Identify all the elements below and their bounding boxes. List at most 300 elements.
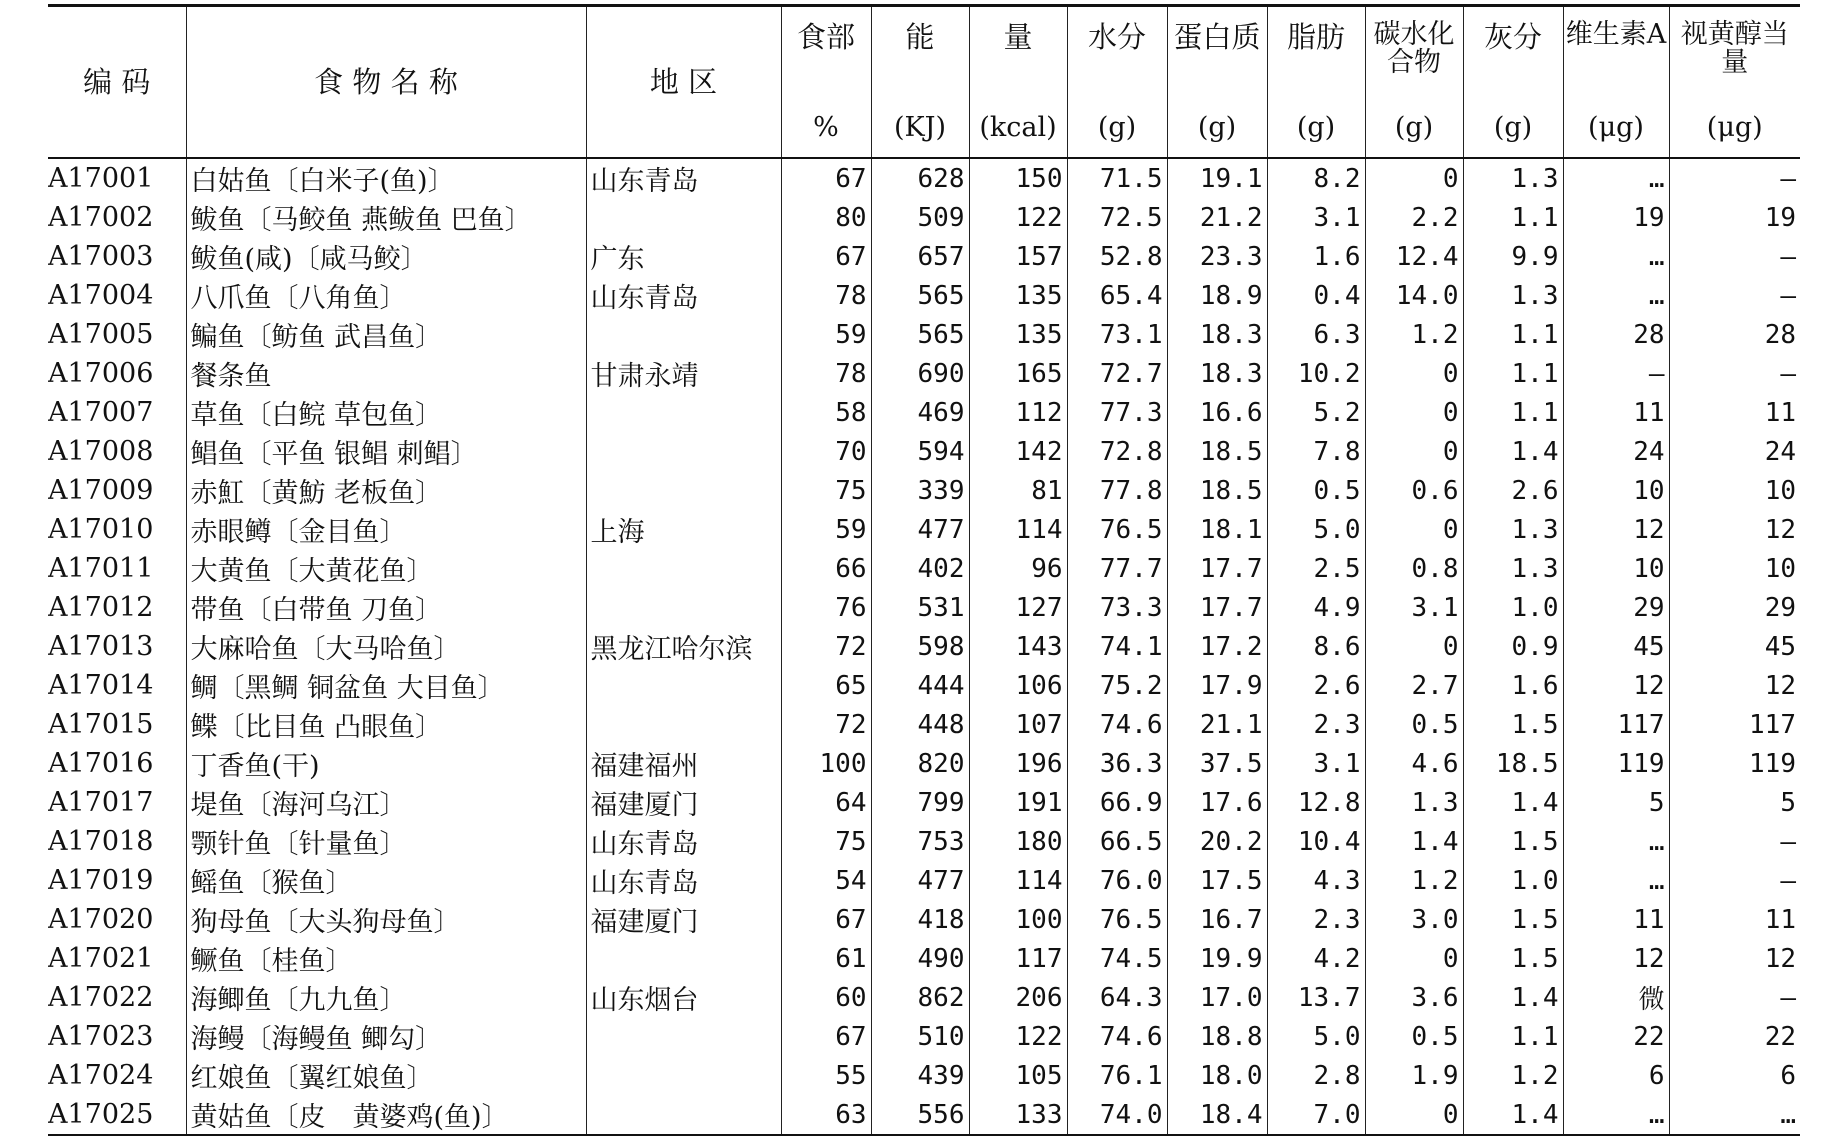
cell-protein: 19.9 [1167,939,1267,978]
cell-name: 餐条鱼 [186,354,586,393]
cell-energy-kcal: 96 [969,549,1067,588]
cell-code: A17020 [48,904,154,935]
cell-edible: 100 [781,744,871,783]
cell-region: 山东青岛 [586,158,781,198]
cell-region: 山东青岛 [586,276,781,315]
cell-fat: 12.8 [1267,783,1365,822]
table-body [48,158,1800,1135]
cell-code: A17008 [48,436,154,467]
cell-region [586,198,781,237]
table-row [48,627,1800,666]
cell-edible: 60 [781,978,871,1017]
cell-water: 52.8 [1067,237,1167,276]
cell-fat: 8.6 [1267,627,1365,666]
cell-fat: 3.1 [1267,744,1365,783]
cell-name: 白姑鱼〔白米子(鱼)〕 [186,158,586,198]
cell-energy-kj: 418 [871,900,969,939]
table-row [48,315,1800,354]
cell-energy-kj: 469 [871,393,969,432]
cell-energy-kj: 598 [871,627,969,666]
table-row [48,471,1800,510]
cell-ash: 9.9 [1463,237,1563,276]
cell-name: 黄姑鱼〔皮 黄婆鸡(鱼)〕 [186,1095,586,1135]
cell-region: 广东 [586,237,781,276]
table-row [48,198,1800,237]
cell-vitamin-a: 11 [1563,900,1669,939]
cell-water: 76.5 [1067,900,1167,939]
cell-carb: 0 [1365,939,1463,978]
cell-energy-kcal: 100 [969,900,1067,939]
cell-ash: 2.6 [1463,471,1563,510]
cell-name: 海鳗〔海鳗鱼 鲫勾〕 [186,1017,586,1056]
cell-water: 73.1 [1067,315,1167,354]
cell-fat: 5.2 [1267,393,1365,432]
cell-edible: 64 [781,783,871,822]
cell-energy-kcal: 122 [969,1017,1067,1056]
cell-name: 鲅鱼(咸)〔咸马鲛〕 [186,237,586,276]
table-row [48,393,1800,432]
cell-fat: 7.8 [1267,432,1365,471]
cell-name: 大麻哈鱼〔大马哈鱼〕 [186,627,586,666]
cell-energy-kcal: 157 [969,237,1067,276]
cell-ash: 1.0 [1463,588,1563,627]
cell-code: A17016 [48,748,154,779]
cell-code: A17019 [48,865,154,896]
cell-vitamin-a: 微 [1563,978,1669,1017]
cell-fat: 7.0 [1267,1095,1365,1135]
cell-retinol: 28 [1764,319,1796,350]
cell-code: A17010 [48,514,154,545]
cell-vitamin-a: 22 [1563,1017,1669,1056]
cell-region: 福建福州 [586,744,781,783]
cell-fat: 8.2 [1267,158,1365,198]
header-region: 地 区 [586,6,781,159]
cell-code: A17011 [48,553,154,584]
cell-code: A17001 [48,163,154,194]
header-vitamin-a: 维生素A (μg) [1563,6,1669,159]
cell-edible: 75 [781,822,871,861]
cell-protein: 21.1 [1167,705,1267,744]
cell-ash: 1.5 [1463,939,1563,978]
cell-carb: 14.0 [1365,276,1463,315]
cell-energy-kcal: 133 [969,1095,1067,1135]
cell-energy-kcal: 150 [969,158,1067,198]
cell-water: 76.0 [1067,861,1167,900]
cell-energy-kj: 799 [871,783,969,822]
cell-energy-kcal: 122 [969,198,1067,237]
table-row [48,354,1800,393]
cell-vitamin-a: … [1563,276,1669,315]
cell-ash: 1.4 [1463,432,1563,471]
cell-ash: 1.4 [1463,1095,1563,1135]
cell-region: 甘肃永靖 [586,354,781,393]
cell-region [586,393,781,432]
table-row [48,744,1800,783]
cell-vitamin-a: — [1563,354,1669,393]
cell-protein: 18.1 [1167,510,1267,549]
cell-energy-kj: 477 [871,510,969,549]
cell-energy-kj: 820 [871,744,969,783]
cell-vitamin-a: 5 [1563,783,1669,822]
cell-region [586,1095,781,1135]
cell-region [586,588,781,627]
cell-carb: 0 [1365,393,1463,432]
cell-code: A17024 [48,1060,154,1091]
cell-retinol: 12 [1764,670,1796,701]
cell-name: 鲷〔黑鲷 铜盆鱼 大目鱼〕 [186,666,586,705]
cell-edible: 78 [781,354,871,393]
cell-code: A17009 [48,475,154,506]
cell-protein: 18.5 [1167,471,1267,510]
cell-vitamin-a: 6 [1563,1056,1669,1095]
cell-vitamin-a: 10 [1563,471,1669,510]
table-row [48,978,1800,1017]
cell-retinol: 10 [1764,475,1796,506]
cell-region [586,471,781,510]
cell-name: 鳜鱼〔桂鱼〕 [186,939,586,978]
cell-carb: 12.4 [1365,237,1463,276]
cell-name: 草鱼〔白鲩 草包鱼〕 [186,393,586,432]
cell-fat: 2.5 [1267,549,1365,588]
header-carb: 碳水化合物 (g) [1365,6,1463,159]
cell-vitamin-a: 45 [1563,627,1669,666]
header-retinol: 视黄醇当 量 (μg) [1680,19,1789,143]
cell-energy-kj: 657 [871,237,969,276]
cell-protein: 18.5 [1167,432,1267,471]
cell-fat: 0.5 [1267,471,1365,510]
cell-protein: 20.2 [1167,822,1267,861]
cell-energy-kcal: 191 [969,783,1067,822]
header-ash: 灰分 (g) [1463,6,1563,159]
cell-carb: 3.6 [1365,978,1463,1017]
cell-carb: 1.3 [1365,783,1463,822]
cell-vitamin-a: … [1563,822,1669,861]
cell-edible: 72 [781,627,871,666]
cell-carb: 0 [1365,432,1463,471]
cell-region [586,315,781,354]
cell-vitamin-a: 28 [1563,315,1669,354]
cell-name: 赤魟〔黄魴 老板鱼〕 [186,471,586,510]
cell-energy-kj: 565 [871,276,969,315]
cell-protein: 17.0 [1167,978,1267,1017]
cell-protein: 17.7 [1167,588,1267,627]
cell-retinol: — [1780,358,1796,389]
cell-edible: 54 [781,861,871,900]
cell-energy-kj: 402 [871,549,969,588]
cell-energy-kcal: 112 [969,393,1067,432]
cell-retinol: 19 [1764,202,1796,233]
cell-retinol: 11 [1764,904,1796,935]
cell-energy-kj: 594 [871,432,969,471]
cell-retinol: — [1780,280,1796,311]
table-row [48,276,1800,315]
cell-code: A17025 [48,1099,154,1130]
cell-energy-kj: 628 [871,158,969,198]
cell-energy-kj: 439 [871,1056,969,1095]
cell-region [586,939,781,978]
cell-ash: 1.1 [1463,354,1563,393]
cell-carb: 4.6 [1365,744,1463,783]
cell-carb: 0.6 [1365,471,1463,510]
cell-region: 山东青岛 [586,822,781,861]
cell-energy-kcal: 206 [969,978,1067,1017]
cell-retinol: 12 [1764,943,1796,974]
cell-vitamin-a: 19 [1563,198,1669,237]
cell-region: 山东青岛 [586,861,781,900]
cell-protein: 18.4 [1167,1095,1267,1135]
cell-region [586,1017,781,1056]
cell-carb: 0 [1365,1095,1463,1135]
cell-protein: 17.7 [1167,549,1267,588]
cell-carb: 3.1 [1365,588,1463,627]
cell-vitamin-a: 119 [1563,744,1669,783]
cell-fat: 10.4 [1267,822,1365,861]
table-row [48,237,1800,276]
cell-vitamin-a: 10 [1563,549,1669,588]
cell-carb: 0 [1365,158,1463,198]
table-header [48,6,1800,159]
cell-name: 鲽〔比目鱼 凸眼鱼〕 [186,705,586,744]
cell-code: A17007 [48,397,154,428]
cell-protein: 18.8 [1167,1017,1267,1056]
header-edible: 食部 % [781,6,871,159]
cell-energy-kcal: 142 [969,432,1067,471]
cell-retinol: 10 [1764,553,1796,584]
cell-carb: 2.7 [1365,666,1463,705]
cell-water: 76.1 [1067,1056,1167,1095]
cell-carb: 1.2 [1365,861,1463,900]
cell-energy-kj: 565 [871,315,969,354]
cell-name: 狗母鱼〔大头狗母鱼〕 [186,900,586,939]
cell-name: 鳊鱼〔鲂鱼 武昌鱼〕 [186,315,586,354]
cell-fat: 10.2 [1267,354,1365,393]
cell-protein: 23.3 [1167,237,1267,276]
cell-energy-kcal: 107 [969,705,1067,744]
cell-retinol: 29 [1764,592,1796,623]
cell-vitamin-a: 117 [1563,705,1669,744]
cell-energy-kcal: 135 [969,276,1067,315]
cell-region [586,432,781,471]
cell-vitamin-a: 12 [1563,939,1669,978]
cell-code: A17006 [48,358,154,389]
cell-fat: 13.7 [1267,978,1365,1017]
cell-retinol: — [1780,865,1796,896]
cell-retinol: 45 [1764,631,1796,662]
cell-fat: 4.3 [1267,861,1365,900]
table-row [48,588,1800,627]
cell-water: 74.6 [1067,1017,1167,1056]
cell-fat: 2.3 [1267,705,1365,744]
header-fat: 脂肪 (g) [1267,6,1365,159]
nutrition-table-page [48,4,1800,1136]
cell-edible: 67 [781,1017,871,1056]
cell-fat: 4.2 [1267,939,1365,978]
cell-ash: 0.9 [1463,627,1563,666]
cell-carb: 0.8 [1365,549,1463,588]
cell-energy-kj: 339 [871,471,969,510]
cell-retinol: 117 [1749,709,1796,740]
cell-ash: 1.1 [1463,393,1563,432]
cell-code: A17014 [48,670,154,701]
cell-name: 堤鱼〔海河乌江〕 [186,783,586,822]
cell-ash: 1.4 [1463,978,1563,1017]
cell-edible: 59 [781,315,871,354]
cell-name: 鲳鱼〔平鱼 银鲳 刺鲳〕 [186,432,586,471]
cell-energy-kj: 510 [871,1017,969,1056]
cell-protein: 17.6 [1167,783,1267,822]
cell-ash: 1.5 [1463,822,1563,861]
cell-vitamin-a: 24 [1563,432,1669,471]
cell-retinol: … [1780,1099,1796,1130]
cell-water: 66.9 [1067,783,1167,822]
cell-vitamin-a: 11 [1563,393,1669,432]
cell-energy-kcal: 127 [969,588,1067,627]
cell-water: 36.3 [1067,744,1167,783]
table-row [48,1095,1800,1135]
cell-name: 带鱼〔白带鱼 刀鱼〕 [186,588,586,627]
cell-energy-kcal: 135 [969,315,1067,354]
cell-protein: 17.2 [1167,627,1267,666]
cell-vitamin-a: 29 [1563,588,1669,627]
cell-vitamin-a: 12 [1563,666,1669,705]
cell-energy-kcal: 143 [969,627,1067,666]
cell-carb: 1.9 [1365,1056,1463,1095]
cell-ash: 1.3 [1463,510,1563,549]
cell-energy-kj: 490 [871,939,969,978]
cell-code: A17003 [48,241,154,272]
cell-code: A17004 [48,280,154,311]
cell-carb: 2.2 [1365,198,1463,237]
cell-water: 66.5 [1067,822,1167,861]
cell-ash: 1.3 [1463,276,1563,315]
cell-edible: 75 [781,471,871,510]
cell-region: 山东烟台 [586,978,781,1017]
cell-edible: 76 [781,588,871,627]
table-row [48,549,1800,588]
cell-code: A17022 [48,982,154,1013]
cell-retinol: 22 [1764,1021,1796,1052]
cell-water: 74.1 [1067,627,1167,666]
cell-ash: 1.5 [1463,705,1563,744]
cell-retinol: 6 [1780,1060,1796,1091]
cell-ash: 1.2 [1463,1056,1563,1095]
cell-protein: 37.5 [1167,744,1267,783]
cell-code: A17021 [48,943,154,974]
cell-energy-kcal: 196 [969,744,1067,783]
cell-protein: 17.5 [1167,861,1267,900]
cell-vitamin-a: … [1563,237,1669,276]
table-row [48,158,1800,198]
cell-carb: 0 [1365,510,1463,549]
cell-energy-kj: 509 [871,198,969,237]
cell-ash: 1.5 [1463,900,1563,939]
cell-energy-kj: 477 [871,861,969,900]
cell-fat: 1.6 [1267,237,1365,276]
cell-edible: 67 [781,158,871,198]
cell-edible: 67 [781,237,871,276]
cell-edible: 55 [781,1056,871,1095]
cell-region [586,705,781,744]
cell-carb: 1.2 [1365,315,1463,354]
cell-region: 福建厦门 [586,900,781,939]
cell-ash: 1.3 [1463,158,1563,198]
header-protein: 蛋白质 (g) [1167,6,1267,159]
cell-water: 72.7 [1067,354,1167,393]
cell-energy-kcal: 105 [969,1056,1067,1095]
cell-edible: 63 [781,1095,871,1135]
table-row [48,666,1800,705]
cell-region: 黑龙江哈尔滨 [586,627,781,666]
cell-code: A17002 [48,202,154,233]
cell-carb: 0.5 [1365,705,1463,744]
cell-protein: 17.9 [1167,666,1267,705]
cell-ash: 1.4 [1463,783,1563,822]
cell-energy-kj: 862 [871,978,969,1017]
cell-name: 海鲫鱼〔九九鱼〕 [186,978,586,1017]
cell-edible: 67 [781,900,871,939]
cell-retinol: — [1780,163,1796,194]
cell-water: 76.5 [1067,510,1167,549]
cell-fat: 0.4 [1267,276,1365,315]
table-row [48,861,1800,900]
cell-edible: 80 [781,198,871,237]
cell-fat: 6.3 [1267,315,1365,354]
cell-name: 赤眼鳟〔金目鱼〕 [186,510,586,549]
cell-name: 大黄鱼〔大黄花鱼〕 [186,549,586,588]
cell-protein: 18.3 [1167,315,1267,354]
cell-edible: 70 [781,432,871,471]
cell-edible: 58 [781,393,871,432]
header-water: 水分 (g) [1067,6,1167,159]
cell-name: 鳐鱼〔猴鱼〕 [186,861,586,900]
cell-code: A17017 [48,787,154,818]
cell-name: 红娘鱼〔翼红娘鱼〕 [186,1056,586,1095]
cell-fat: 5.0 [1267,510,1365,549]
cell-edible: 65 [781,666,871,705]
cell-ash: 1.0 [1463,861,1563,900]
cell-water: 74.0 [1067,1095,1167,1135]
cell-name: 颚针鱼〔针量鱼〕 [186,822,586,861]
cell-name: 鲅鱼〔马鲛鱼 燕鲅鱼 巴鱼〕 [186,198,586,237]
cell-carb: 3.0 [1365,900,1463,939]
cell-energy-kj: 448 [871,705,969,744]
cell-retinol: — [1780,241,1796,272]
cell-protein: 16.7 [1167,900,1267,939]
cell-code: A17015 [48,709,154,740]
table-row [48,510,1800,549]
cell-water: 74.6 [1067,705,1167,744]
table-row [48,783,1800,822]
cell-retinol: 119 [1749,748,1796,779]
cell-energy-kj: 690 [871,354,969,393]
table-row [48,1056,1800,1095]
table-row [48,1017,1800,1056]
cell-protein: 16.6 [1167,393,1267,432]
cell-water: 71.5 [1067,158,1167,198]
cell-retinol: 12 [1764,514,1796,545]
cell-protein: 18.3 [1167,354,1267,393]
cell-carb: 1.4 [1365,822,1463,861]
cell-energy-kcal: 165 [969,354,1067,393]
cell-carb: 0 [1365,627,1463,666]
cell-water: 73.3 [1067,588,1167,627]
cell-code: A17023 [48,1021,154,1052]
table-row [48,432,1800,471]
cell-ash: 1.1 [1463,315,1563,354]
header-energy-kcal: 量 (kcal) [969,6,1067,159]
cell-fat: 2.6 [1267,666,1365,705]
cell-protein: 18.0 [1167,1056,1267,1095]
